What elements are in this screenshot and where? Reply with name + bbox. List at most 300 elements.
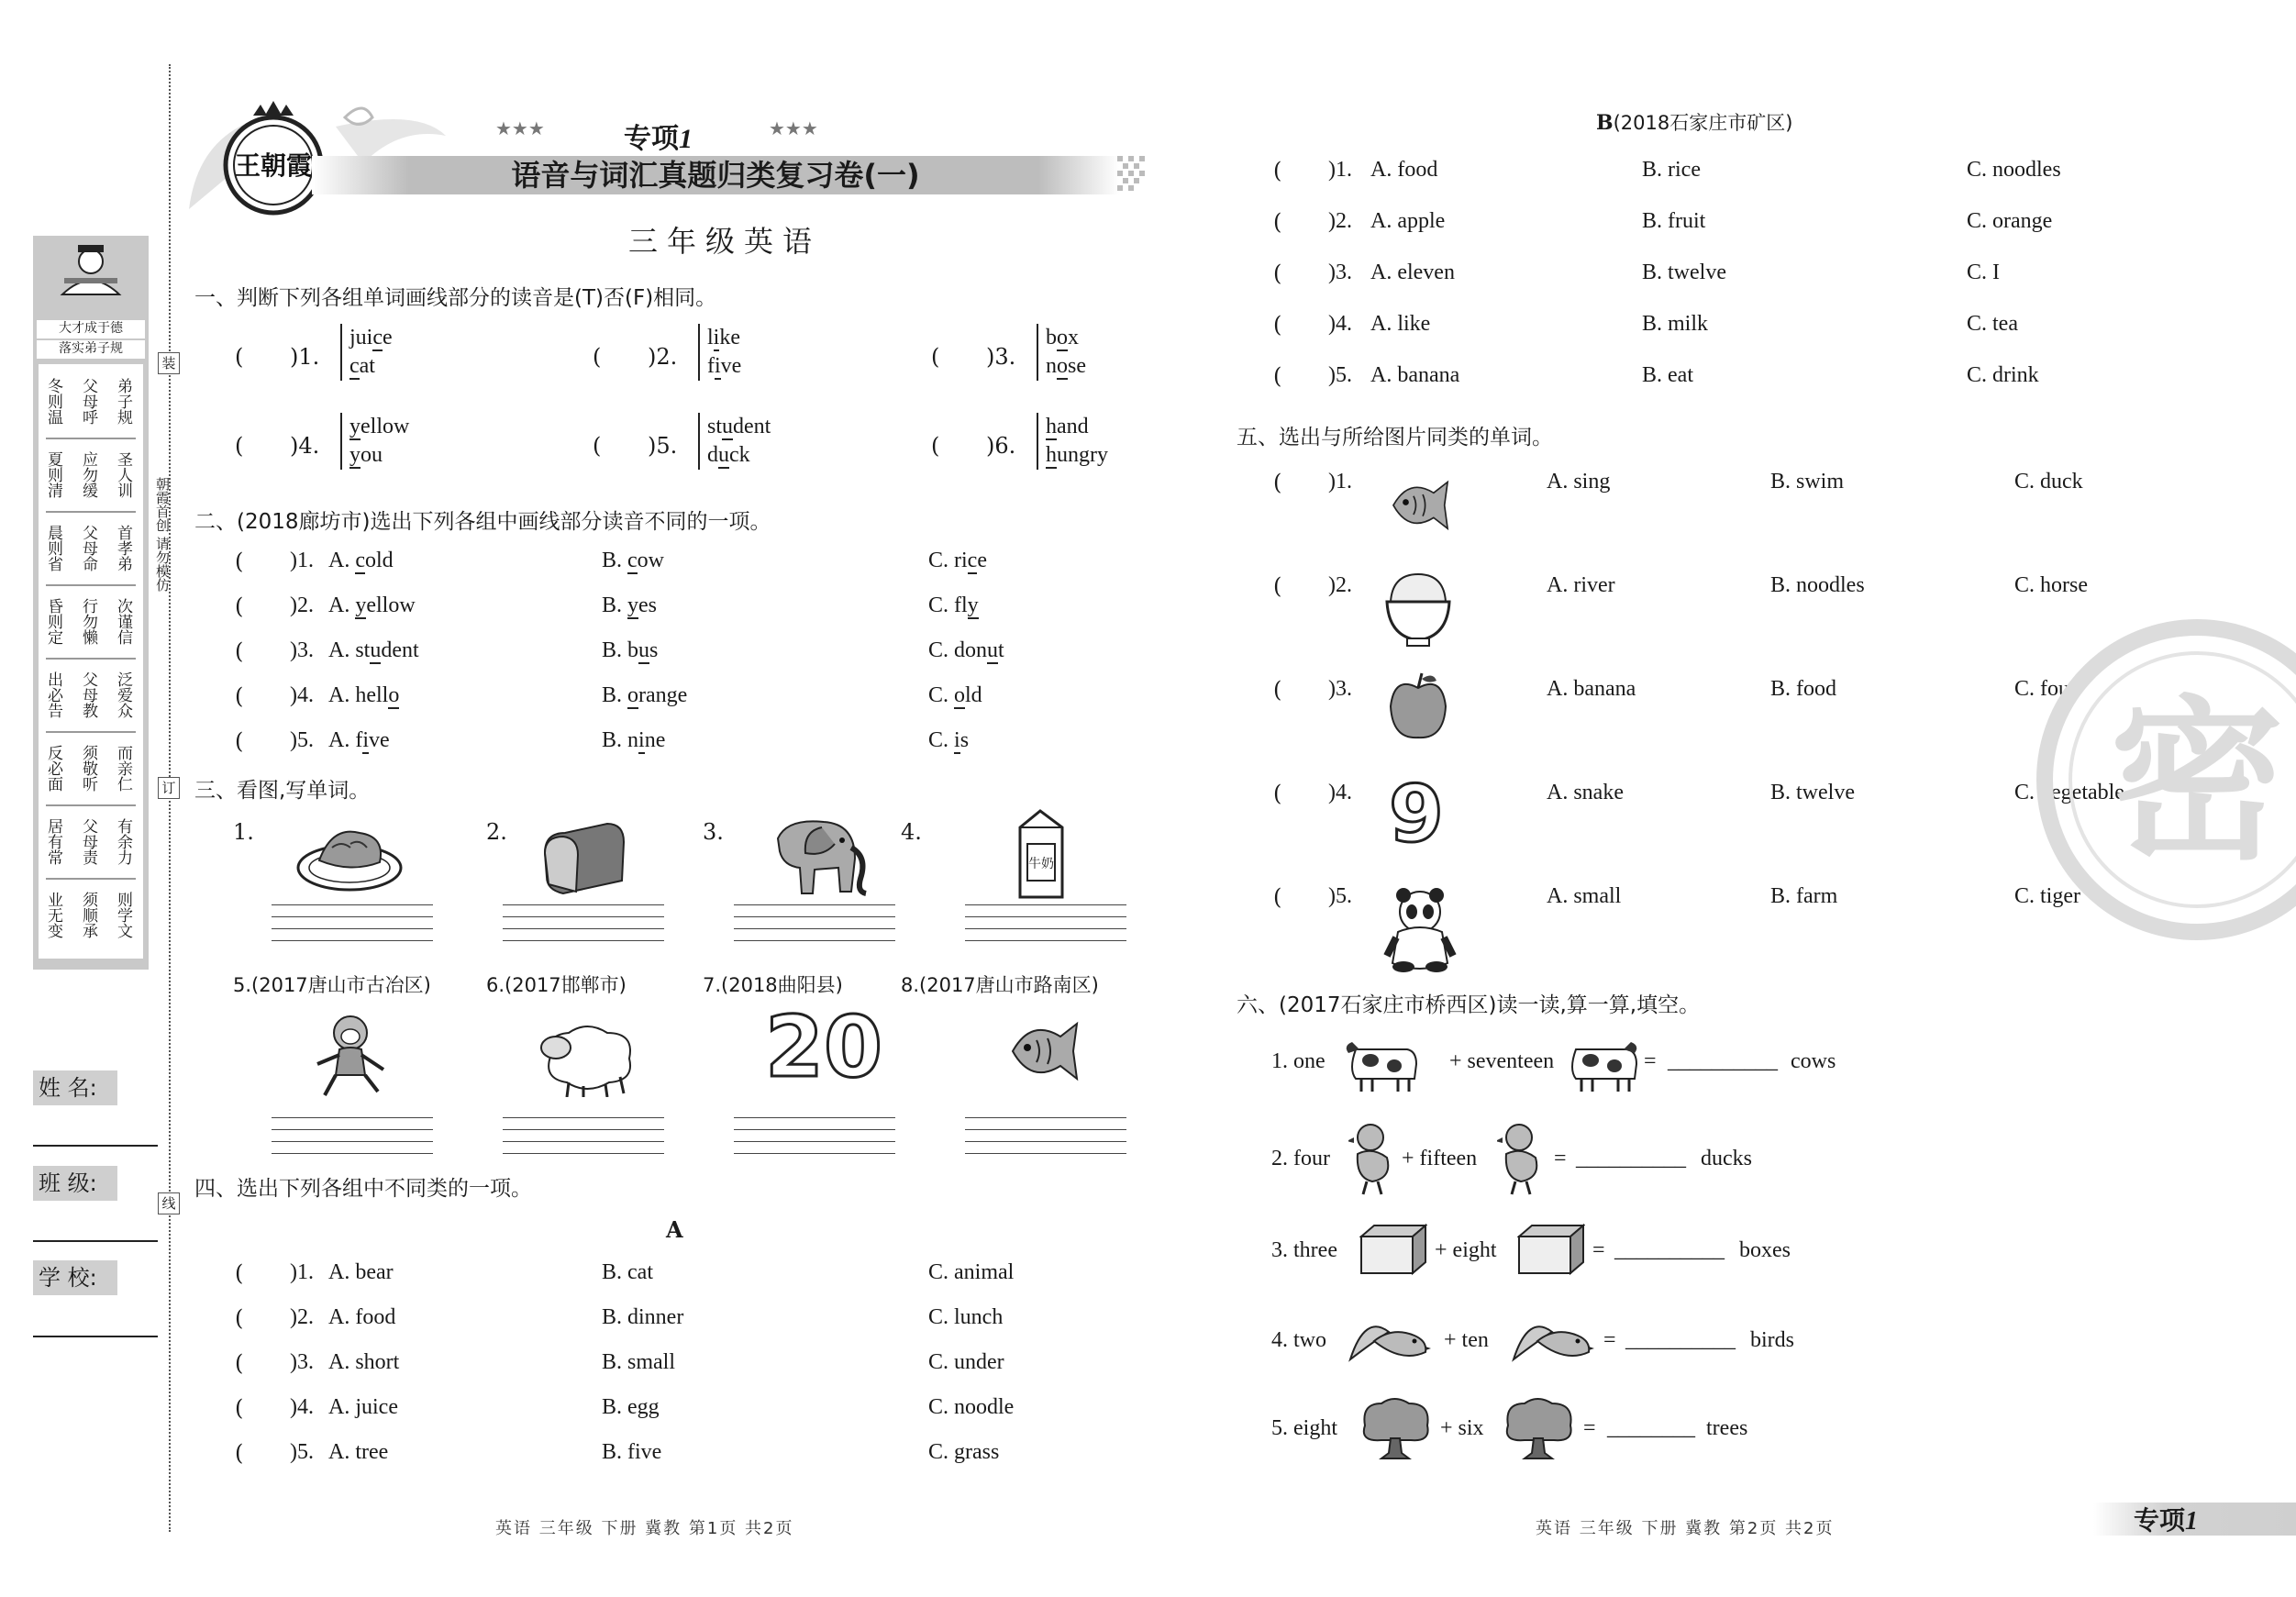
question-number: )2. xyxy=(1328,209,1352,233)
option-a[interactable]: A. banana xyxy=(1547,677,1636,701)
word-bottom xyxy=(349,352,393,381)
answer-bracket[interactable]: ( xyxy=(1273,781,1282,806)
word-top xyxy=(707,324,741,352)
option-a[interactable]: A. river xyxy=(1547,573,1615,597)
plus-term: + six xyxy=(1440,1416,1484,1440)
option-a[interactable]: A. juice xyxy=(328,1395,398,1419)
box-icon-b xyxy=(1517,1224,1585,1275)
group-a-label: A xyxy=(666,1216,683,1243)
section-5-heading: 五、选出与所给图片同类的单词。 xyxy=(1237,426,1553,449)
word-part-mid: i xyxy=(713,326,720,349)
option-a[interactable]: A. tree xyxy=(328,1440,389,1464)
duck-icon-a xyxy=(1348,1121,1396,1196)
answer-bracket[interactable]: ( xyxy=(593,344,602,370)
motto-column: 须敬听 xyxy=(79,744,97,792)
equals-sign: = xyxy=(1554,1147,1567,1170)
word-part-mid: o xyxy=(627,683,639,707)
answer-bracket[interactable]: ( xyxy=(1273,209,1282,235)
option-c[interactable]: C. lunch xyxy=(928,1305,1004,1329)
question-number: )4. xyxy=(290,683,314,707)
word-part-mid: o xyxy=(954,683,966,707)
section-4-heading: 四、选出下列各组中不同类的一项。 xyxy=(194,1177,532,1201)
word-top xyxy=(1046,413,1108,441)
word-part-mid: y xyxy=(627,593,639,617)
footer-left: 英语 三年级 下册 冀教 第1页 共2页 xyxy=(495,1519,794,1538)
word-part-post: ne xyxy=(644,728,666,752)
word-part-pre: n xyxy=(1046,354,1057,378)
option-a[interactable]: A. snake xyxy=(1547,781,1624,804)
name-line[interactable] xyxy=(33,1145,158,1147)
word-part-post: dent xyxy=(733,415,771,438)
watermark-seal xyxy=(2018,615,2296,963)
option-a[interactable]: A. food xyxy=(1370,158,1438,182)
question-number: )2. xyxy=(648,344,678,370)
option-c[interactable] xyxy=(928,593,979,618)
word-part-pre: B. xyxy=(602,683,628,707)
word-part-mid: i xyxy=(362,728,369,752)
word-top xyxy=(1046,324,1086,352)
motto-divider xyxy=(46,584,136,586)
word-part-post: es xyxy=(638,593,658,617)
question-number: )5. xyxy=(290,728,314,752)
equals-sign: = xyxy=(1592,1238,1605,1262)
answer-bracket[interactable]: ( xyxy=(1273,677,1282,703)
lhs-term: 5. eight xyxy=(1271,1416,1337,1440)
question-number: )4. xyxy=(290,1395,314,1419)
motto-column: 首孝弟 xyxy=(114,524,132,571)
class-label: 班 级: xyxy=(33,1166,117,1201)
option-c[interactable]: C. vegetable xyxy=(2014,781,2124,804)
motto-column: 父母责 xyxy=(79,817,97,865)
answer-bracket[interactable]: ( xyxy=(235,433,244,459)
word-part-pre: f xyxy=(707,354,715,378)
option-c[interactable]: C. tea xyxy=(1967,312,2018,336)
option-a[interactable] xyxy=(328,638,419,663)
word-part-mid: i xyxy=(638,728,645,752)
word-part-pre: st xyxy=(707,415,723,438)
word-part-pre: l xyxy=(707,326,714,349)
panda-icon xyxy=(1383,886,1457,974)
word-part-mid: u xyxy=(987,638,999,662)
monkey-icon xyxy=(305,1009,396,1101)
group-b-source: (2018石家庄市矿区) xyxy=(1613,112,1793,134)
page-title: 语音与词汇真题归类复习卷(一) xyxy=(511,158,920,193)
answer-bracket[interactable]: ( xyxy=(1273,312,1282,338)
answer-bracket[interactable]: ( xyxy=(235,1260,244,1286)
answer-bracket[interactable]: ( xyxy=(1273,573,1282,599)
motto-divider xyxy=(46,511,136,513)
word-part-post: ve xyxy=(369,728,390,752)
option-c[interactable]: C. drink xyxy=(1967,363,2039,387)
motto-column: 而亲仁 xyxy=(114,744,132,792)
option-b[interactable]: B. five xyxy=(602,1440,662,1464)
word-part-pre: jui xyxy=(349,326,373,349)
write-lines-7[interactable] xyxy=(734,1106,895,1154)
question-number: )2. xyxy=(290,593,314,617)
word-part-pre: b xyxy=(1046,326,1057,349)
word-part-post: x xyxy=(1068,326,1079,349)
tree-icon-a xyxy=(1358,1394,1433,1460)
sheep-icon xyxy=(532,1020,646,1097)
title-bar-dots xyxy=(1117,156,1154,194)
rice-bowl-icon xyxy=(1383,569,1453,648)
word-part-pre: B. xyxy=(602,549,628,572)
special-number: 1 xyxy=(679,124,693,154)
section-1-heading: 一、判断下列各组单词画线部分的读音是(T)否(F)相同。 xyxy=(194,286,717,310)
question-number: )3. xyxy=(986,344,1016,370)
option-b[interactable]: B. noodles xyxy=(1770,573,1865,597)
option-b[interactable] xyxy=(602,683,687,708)
answer-bracket[interactable]: ( xyxy=(235,549,244,574)
answer-bracket[interactable]: ( xyxy=(235,344,244,370)
word-pair xyxy=(340,324,393,381)
answer-bracket[interactable]: ( xyxy=(235,728,244,754)
question-number: )2. xyxy=(290,1305,314,1329)
word-part-post: dent xyxy=(381,638,419,662)
school-label: 学 校: xyxy=(33,1260,117,1295)
special-text: 专项 xyxy=(624,123,679,155)
duck-icon-b xyxy=(1497,1121,1545,1196)
answer-blank[interactable]: __________ xyxy=(1576,1147,1686,1170)
answer-bracket[interactable]: ( xyxy=(1273,363,1282,389)
option-b[interactable]: B. swim xyxy=(1770,470,1845,494)
option-a[interactable]: A. bear xyxy=(328,1260,394,1284)
word-part-post: ld xyxy=(965,683,982,707)
question-number: )3. xyxy=(290,638,314,662)
answer-bracket[interactable]: ( xyxy=(1273,470,1282,495)
option-b[interactable]: B. cat xyxy=(602,1260,653,1284)
bird-icon-b xyxy=(1510,1304,1594,1369)
word-part-pre: C. xyxy=(928,683,955,707)
plus-term: + ten xyxy=(1444,1328,1489,1352)
number-9-picture: 9 xyxy=(1389,769,1444,860)
option-a[interactable]: A. like xyxy=(1370,312,1431,336)
answer-blank[interactable]: __________ xyxy=(1625,1328,1736,1352)
bread-icon xyxy=(536,816,627,899)
answer-bracket[interactable]: ( xyxy=(931,433,940,459)
option-b[interactable] xyxy=(602,728,665,753)
option-a[interactable]: A. eleven xyxy=(1370,261,1455,284)
option-b[interactable]: B. milk xyxy=(1642,312,1709,336)
plus-term: + eight xyxy=(1435,1238,1497,1262)
motto-panel xyxy=(33,236,149,970)
plus-term: + fifteen xyxy=(1402,1147,1478,1170)
option-a[interactable] xyxy=(328,593,416,618)
motto-divider xyxy=(46,804,136,806)
word-part-pre: C. fl xyxy=(928,593,968,617)
option-b[interactable] xyxy=(602,638,658,663)
word-pair xyxy=(340,413,409,470)
word-part-mid: c xyxy=(372,326,383,349)
word-part-pre: A. xyxy=(328,593,356,617)
option-c[interactable]: C. animal xyxy=(928,1260,1015,1284)
question-number: )1. xyxy=(290,344,320,370)
answer-bracket[interactable]: ( xyxy=(1273,261,1282,286)
motto-body xyxy=(39,364,143,959)
word-part-pre: A. f xyxy=(328,728,363,752)
option-c[interactable]: C. tiger xyxy=(2014,884,2080,908)
title-bar xyxy=(312,156,1119,194)
corner-number: 1 xyxy=(2185,1507,2199,1536)
cow-icon-b xyxy=(1563,1033,1640,1093)
word-part-mid: c xyxy=(967,549,978,572)
word-part-mid: u xyxy=(370,638,382,662)
question-number: )2. xyxy=(1328,573,1352,597)
school-line[interactable] xyxy=(33,1336,158,1337)
answer-blank[interactable]: __________ xyxy=(1668,1049,1778,1073)
answer-bracket[interactable]: ( xyxy=(235,593,244,619)
option-a[interactable] xyxy=(328,683,399,708)
word-part-mid: u xyxy=(638,638,650,662)
option-b[interactable]: B. farm xyxy=(1770,884,1838,908)
write-lines-1[interactable] xyxy=(272,893,433,941)
motto-column: 应勿缓 xyxy=(79,450,97,498)
motto-divider xyxy=(46,878,136,880)
option-b[interactable]: B. eat xyxy=(1642,363,1693,387)
write-lines-5[interactable] xyxy=(272,1106,433,1154)
answer-bracket[interactable]: ( xyxy=(593,433,602,459)
answer-bracket[interactable]: ( xyxy=(1273,884,1282,910)
word-part-pre: A. st xyxy=(328,638,371,662)
logo-text: 王朝霞 xyxy=(234,151,313,180)
question-number: )5. xyxy=(1328,363,1352,387)
word-part-post: and xyxy=(1057,415,1089,438)
option-c[interactable] xyxy=(928,683,982,708)
word-part-mid: y xyxy=(349,415,360,438)
motto-column: 冬则温 xyxy=(44,377,62,425)
source-label-5: 5.(2017唐山市古冶区) xyxy=(233,974,431,996)
name-label: 姓 名: xyxy=(33,1070,117,1105)
lhs-term: 3. three xyxy=(1271,1238,1337,1262)
word-part-pre: B. b xyxy=(602,638,639,662)
option-b[interactable]: B. dinner xyxy=(602,1305,684,1329)
milk-label: 牛奶 xyxy=(1028,856,1054,871)
motto-column: 有余力 xyxy=(114,817,132,865)
scholar-icon xyxy=(53,241,128,296)
option-a[interactable]: A. apple xyxy=(1370,209,1446,233)
answer-bracket[interactable]: ( xyxy=(235,1395,244,1421)
binding-char-3: 线 xyxy=(158,1192,180,1214)
question-number: )4. xyxy=(290,433,320,459)
plus-term: + seventeen xyxy=(1449,1049,1555,1073)
binding-char-1: 装 xyxy=(158,352,180,374)
write-lines-2[interactable] xyxy=(503,893,664,941)
answer-bracket[interactable]: ( xyxy=(235,1440,244,1466)
equals-sign: = xyxy=(1583,1416,1596,1440)
question-number: )5. xyxy=(648,433,678,459)
option-a[interactable] xyxy=(328,549,394,573)
answer-bracket[interactable]: ( xyxy=(1273,158,1282,183)
word-part-post: e xyxy=(977,549,987,572)
option-b[interactable]: B. twelve xyxy=(1770,781,1855,804)
option-b[interactable] xyxy=(602,593,657,618)
question-number: )4. xyxy=(1328,781,1352,804)
question-number: )1. xyxy=(290,1260,314,1284)
word-pair xyxy=(1037,324,1086,381)
option-a[interactable]: A. short xyxy=(328,1350,400,1374)
word-part-post: ungry xyxy=(1057,443,1108,467)
option-c[interactable]: C. duck xyxy=(2014,470,2083,494)
option-a[interactable]: A. sing xyxy=(1547,470,1611,494)
word-part-pre: C. ri xyxy=(928,549,968,572)
word-pair xyxy=(698,413,771,470)
write-lines-4[interactable] xyxy=(965,893,1126,941)
option-c[interactable]: C. orange xyxy=(1967,209,2053,233)
motto-column: 泛爱众 xyxy=(114,671,132,718)
word-part-post: t xyxy=(998,638,1004,662)
apple-icon xyxy=(1385,670,1451,743)
question-number: )3. xyxy=(290,1350,314,1374)
option-b[interactable]: B. fruit xyxy=(1642,209,1706,233)
binding-char-2: 订 xyxy=(158,777,180,799)
word-part-post: se xyxy=(1068,354,1086,378)
motto-column: 次谨信 xyxy=(114,597,132,645)
option-b[interactable]: B. twelve xyxy=(1642,261,1726,284)
motto-line-2: 落实弟子规 xyxy=(37,340,145,359)
word-part-pre: d xyxy=(707,443,718,467)
option-c[interactable] xyxy=(928,728,969,753)
source-label-6: 6.(2017邯郸市) xyxy=(486,974,627,996)
equals-sign: = xyxy=(1603,1328,1616,1352)
answer-bracket[interactable]: ( xyxy=(235,683,244,709)
word-pair xyxy=(698,324,741,381)
motto-column: 行勿懒 xyxy=(79,597,97,645)
fish-icon-5-1 xyxy=(1385,470,1451,539)
option-c[interactable] xyxy=(928,549,987,573)
picture-num-2: 2. xyxy=(486,819,507,845)
word-part-mid: o xyxy=(388,683,400,707)
unit-word: boxes xyxy=(1739,1238,1791,1262)
fish-icon-8 xyxy=(1004,1009,1081,1092)
option-b[interactable] xyxy=(602,549,664,573)
motto-column: 父母教 xyxy=(79,671,97,718)
lhs-term: 1. one xyxy=(1271,1049,1325,1073)
option-c[interactable]: C. I xyxy=(1967,261,2000,284)
word-part-mid: u xyxy=(718,443,729,467)
word-bottom xyxy=(349,441,409,470)
answer-blank[interactable]: ________ xyxy=(1607,1416,1695,1440)
question-number: )5. xyxy=(1328,884,1352,908)
picture-num-3: 3. xyxy=(703,819,724,845)
word-pair xyxy=(1037,413,1108,470)
option-a[interactable]: A. small xyxy=(1547,884,1622,908)
milk-carton-icon xyxy=(1013,807,1070,901)
special-label xyxy=(624,116,693,156)
answer-bracket[interactable]: ( xyxy=(235,1350,244,1376)
motto-column: 居有常 xyxy=(44,817,62,865)
option-c[interactable]: C. noodles xyxy=(1967,158,2061,182)
answer-bracket[interactable]: ( xyxy=(931,344,940,370)
word-part-mid: o xyxy=(1057,326,1068,349)
section-6-heading: 六、(2017石家庄市桥西区)读一读,算一算,填空。 xyxy=(1237,993,1701,1017)
word-part-post: e xyxy=(383,326,393,349)
word-part-mid: h xyxy=(1046,415,1057,438)
word-part-post: ow xyxy=(637,549,665,572)
word-part-mid: c xyxy=(355,549,365,572)
word-part-post: at xyxy=(359,354,375,378)
word-part-mid: i xyxy=(715,354,721,378)
word-part-post: ellow xyxy=(366,593,416,617)
option-a[interactable]: A. food xyxy=(328,1305,396,1329)
write-lines-3[interactable] xyxy=(734,893,895,941)
option-a[interactable]: A. banana xyxy=(1370,363,1460,387)
option-c[interactable]: C. horse xyxy=(2014,573,2088,597)
option-c[interactable]: C. noodle xyxy=(928,1395,1015,1419)
stars-right: ★★★ xyxy=(769,117,818,139)
section-3-heading: 三、看图,写单词。 xyxy=(194,779,371,803)
group-b-heading xyxy=(1596,108,1792,136)
option-a[interactable] xyxy=(328,728,390,753)
option-b[interactable]: B. small xyxy=(602,1350,676,1374)
write-lines-6[interactable] xyxy=(503,1106,664,1154)
picture-num-1: 1. xyxy=(233,819,254,845)
option-c[interactable]: C. under xyxy=(928,1350,1004,1374)
tree-icon-b xyxy=(1501,1394,1576,1460)
word-part-post: old xyxy=(365,549,394,572)
word-part-pre: B. n xyxy=(602,728,639,752)
question-number: )6. xyxy=(986,433,1016,459)
class-line[interactable] xyxy=(33,1240,158,1242)
word-part-post: s xyxy=(959,728,970,752)
word-bottom xyxy=(707,441,771,470)
option-c[interactable]: C. four xyxy=(2014,677,2077,701)
word-part-pre: A. xyxy=(328,549,356,572)
answer-bracket[interactable]: ( xyxy=(235,1305,244,1331)
word-part-post: ve xyxy=(720,354,742,378)
motto-column: 则学文 xyxy=(114,891,132,938)
option-c[interactable] xyxy=(928,638,1004,663)
word-part-pre: C. xyxy=(928,728,955,752)
subject-title: 三年级英语 xyxy=(627,224,821,259)
motto-column: 夏则清 xyxy=(44,450,62,498)
write-lines-8[interactable] xyxy=(965,1106,1126,1154)
answer-blank[interactable]: __________ xyxy=(1614,1238,1725,1262)
answer-bracket[interactable]: ( xyxy=(235,638,244,664)
word-top xyxy=(349,324,393,352)
option-c[interactable]: C. grass xyxy=(928,1440,1000,1464)
word-part-mid: c xyxy=(627,549,638,572)
question-number: )1. xyxy=(1328,470,1352,494)
word-part-post: ck xyxy=(729,443,750,467)
motto-column: 业无变 xyxy=(44,891,62,938)
option-b[interactable]: B. rice xyxy=(1642,158,1701,182)
motto-column: 父母呼 xyxy=(79,377,97,425)
motto-column: 晨则省 xyxy=(44,524,62,571)
box-icon-a xyxy=(1359,1224,1427,1275)
word-part-mid: u xyxy=(722,415,734,438)
word-bottom xyxy=(1046,441,1108,470)
section-2-heading: 二、(2018廊坊市)选出下列各组中画线部分读音不同的一项。 xyxy=(194,510,771,534)
source-label-8: 8.(2017唐山市路南区) xyxy=(901,974,1099,996)
meat-plate-icon xyxy=(295,816,404,893)
word-part-mid: c xyxy=(349,354,360,378)
question-number: )3. xyxy=(1328,677,1352,701)
option-b[interactable]: B. food xyxy=(1770,677,1836,701)
option-b[interactable]: B. egg xyxy=(602,1395,660,1419)
motto-column: 弟子规 xyxy=(114,377,132,425)
source-label-7: 7.(2018曲阳县) xyxy=(703,974,843,996)
word-part-mid: y xyxy=(355,593,367,617)
motto-divider xyxy=(46,658,136,660)
motto-column: 父母命 xyxy=(79,524,97,571)
corner-text: 专项 xyxy=(2134,1505,2186,1536)
watermark-char: 密 xyxy=(2109,685,2285,880)
elephant-icon xyxy=(760,811,871,899)
motto-column: 反必面 xyxy=(44,744,62,792)
word-bottom xyxy=(707,352,741,381)
word-part-pre: C. don xyxy=(928,638,988,662)
footer-right: 英语 三年级 下册 冀教 第2页 共2页 xyxy=(1536,1519,1835,1538)
